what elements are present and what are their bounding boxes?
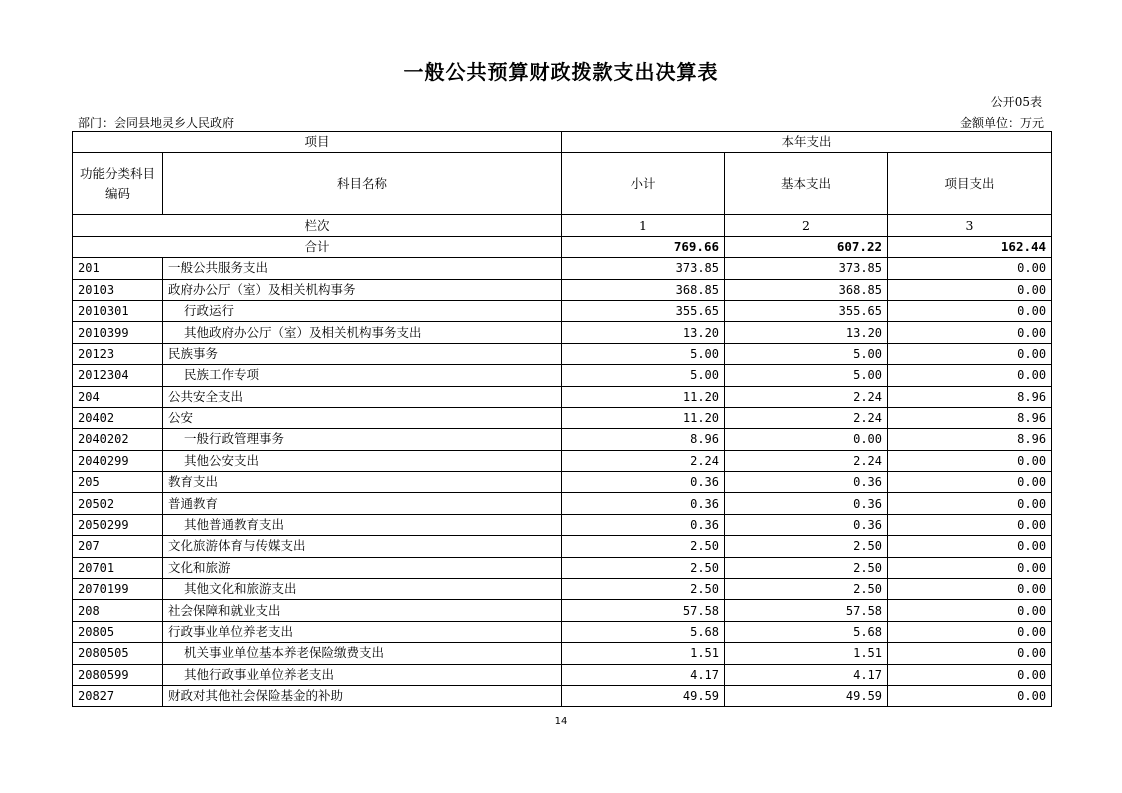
row-code-text: 208 [78,603,100,618]
row-subtotal [562,300,725,321]
row-code [73,343,163,364]
row-name-text: 一般行政管理事务 [184,431,285,447]
row-basic-text: 2.50 [853,560,883,575]
row-basic-text: 4.17 [853,667,883,682]
table-row [73,429,1052,450]
row-code [73,579,163,600]
row-basic [725,300,888,321]
table-row [73,386,1052,407]
row-basic [725,429,888,450]
row-basic-text: 0.36 [853,475,883,490]
row-name [163,322,562,343]
row-subtotal [562,579,725,600]
table-row [73,536,1052,557]
row-code [73,300,163,321]
row-subtotal [562,450,725,471]
row-project-text: 8.96 [1017,432,1047,447]
table-row [73,407,1052,428]
row-name-text: 教育支出 [168,474,219,490]
row-basic-text: 368.85 [838,282,883,297]
row-subtotal [562,643,725,664]
row-subtotal [562,407,725,428]
row-subtotal-text: 49.59 [682,689,720,704]
row-subtotal-text: 11.20 [682,389,720,404]
row-project [888,493,1052,514]
row-basic-text: 2.50 [853,582,883,597]
table-row [73,621,1052,642]
row-subtotal-text: 5.68 [690,625,720,639]
header-basic: 基本支出 [725,153,888,215]
row-name [163,343,562,364]
row-name-text: 政府办公厅（室）及相关机构事务 [168,281,356,297]
row-name-text: 其他普通教育支出 [184,517,285,533]
row-code [73,279,163,300]
row-project [888,600,1052,621]
table-row [73,258,1052,279]
row-name-text: 其他公安支出 [184,452,260,468]
row-name [163,621,562,642]
header-current-year-expense: 本年支出 [562,132,1052,153]
row-code-text: 2080505 [78,646,129,661]
row-code [73,258,163,279]
row-name-text: 公安 [168,410,194,426]
row-name-text: 公共安全支出 [168,388,244,404]
row-subtotal-text: 4.17 [690,667,720,682]
row-project [888,579,1052,600]
row-subtotal [562,279,725,300]
row-basic [725,322,888,343]
row-code [73,365,163,386]
row-code [73,493,163,514]
row-code-text: 2050299 [78,518,129,533]
row-code [73,557,163,578]
row-subtotal-text: 2.50 [690,539,720,554]
row-basic [725,258,888,279]
row-name [163,258,562,279]
row-name-text: 一般公共服务支出 [168,260,269,276]
row-code-text: 2012304 [78,368,129,383]
row-project [888,472,1052,493]
row-code [73,643,163,664]
row-subtotal-text: 11.20 [682,411,720,426]
row-subtotal-text: 368.85 [675,282,720,297]
row-subtotal [562,514,725,535]
row-basic [725,536,888,557]
row-project [888,557,1052,578]
column-index-3: 3 [888,215,1052,236]
row-project-text: 0.00 [1017,453,1047,468]
row-name [163,514,562,535]
row-subtotal-text: 0.36 [690,475,720,490]
row-name-text: 文化和旅游 [168,559,231,575]
row-subtotal-text: 5.00 [690,368,720,383]
table-row [73,685,1052,706]
row-basic [725,365,888,386]
row-code [73,664,163,685]
row-subtotal [562,600,725,621]
row-name [163,300,562,321]
row-code-text: 2010301 [78,304,129,319]
row-code [73,429,163,450]
row-basic [725,600,888,621]
row-basic-text: 49.59 [845,689,883,704]
row-subtotal [562,557,725,578]
row-name-text: 财政对其他社会保险基金的补助 [168,688,344,704]
row-code [73,621,163,642]
row-project [888,407,1052,428]
row-code-text: 207 [78,539,100,554]
page-title: 一般公共预算财政拨款支出决算表 [403,60,719,84]
row-project-text: 0.00 [1017,304,1047,319]
row-basic [725,643,888,664]
row-project [888,322,1052,343]
row-subtotal-text: 8.96 [690,432,720,447]
row-basic [725,579,888,600]
row-code-text: 2010399 [78,325,129,340]
row-name-text: 文化旅游体育与传媒支出 [168,538,306,554]
row-name [163,664,562,685]
row-name [163,557,562,578]
row-name [163,429,562,450]
row-subtotal-text: 373.85 [675,261,720,276]
row-basic [725,664,888,685]
header-project-expense: 项目支出 [888,153,1052,215]
row-subtotal-text: 13.20 [682,325,720,340]
row-basic-text: 0.36 [853,518,883,533]
row-name-text: 其他政府办公厅（室）及相关机构事务支出 [184,324,422,340]
total-project: 162.44 [888,236,1052,257]
row-subtotal [562,664,725,685]
row-code-text: 20402 [78,411,115,426]
row-project-text: 0.00 [1017,646,1047,661]
row-subtotal-text: 5.00 [690,346,720,361]
row-basic [725,279,888,300]
row-basic-text: 5.00 [853,368,883,383]
row-name [163,579,562,600]
total-subtotal: 769.66 [562,236,725,257]
table-row [73,579,1052,600]
row-name-text: 其他行政事业单位养老支出 [184,666,335,682]
header-project: 项目 [73,132,562,153]
row-name [163,643,562,664]
row-name-text: 民族事务 [168,345,219,361]
row-project-text: 8.96 [1017,411,1047,426]
row-code [73,536,163,557]
row-basic [725,343,888,364]
row-name-text: 社会保障和就业支出 [168,602,281,618]
row-subtotal [562,322,725,343]
row-project [888,536,1052,557]
row-name [163,472,562,493]
table-row [73,300,1052,321]
row-project-text: 0.00 [1017,475,1047,490]
row-project [888,429,1052,450]
row-code-text: 20123 [78,346,115,361]
row-code [73,600,163,621]
table-row [73,493,1052,514]
row-subtotal [562,536,725,557]
row-name [163,365,562,386]
row-name-text: 其他文化和旅游支出 [184,581,297,597]
row-code-text: 20701 [78,560,115,575]
row-code-text: 20827 [78,689,115,704]
row-project-text: 0.00 [1017,689,1047,704]
table-row [73,322,1052,343]
row-subtotal [562,472,725,493]
row-code [73,322,163,343]
row-code [73,407,163,428]
row-name [163,407,562,428]
row-name-text: 行政运行 [184,303,235,319]
row-code-text: 2080599 [78,667,129,682]
row-subtotal [562,493,725,514]
row-project-text: 0.00 [1017,539,1047,554]
row-code-text: 20805 [78,625,115,639]
row-basic-text: 1.51 [853,646,883,661]
row-subtotal-text: 57.58 [682,603,720,618]
row-project [888,685,1052,706]
row-code-text: 2040202 [78,432,129,447]
row-basic-text: 2.24 [853,389,883,404]
row-name [163,279,562,300]
row-subtotal-text: 1.51 [690,646,720,661]
budget-table [72,131,1052,707]
row-basic [725,557,888,578]
header-name: 科目名称 [163,153,562,215]
row-code-text: 2040299 [78,453,129,468]
table-row [73,472,1052,493]
row-project [888,643,1052,664]
row-name [163,600,562,621]
row-basic [725,407,888,428]
row-code-text: 205 [78,475,100,490]
row-project-text: 0.00 [1017,667,1047,682]
row-subtotal [562,343,725,364]
row-project-text: 0.00 [1017,496,1047,511]
row-basic [725,450,888,471]
row-project [888,365,1052,386]
row-project-text: 0.00 [1017,625,1047,639]
row-basic-text: 355.65 [838,304,883,319]
row-subtotal-text: 0.36 [690,496,720,511]
table-row [73,664,1052,685]
row-basic-text: 0.36 [853,496,883,511]
row-name-text: 行政事业单位养老支出 [168,624,294,639]
row-basic [725,514,888,535]
table-row [73,279,1052,300]
row-basic-text: 5.00 [853,346,883,361]
row-basic [725,386,888,407]
row-code [73,514,163,535]
table-row [73,643,1052,664]
row-subtotal [562,386,725,407]
row-name-text: 民族工作专项 [184,367,260,383]
row-name [163,450,562,471]
row-subtotal [562,429,725,450]
row-basic [725,472,888,493]
row-subtotal-text: 2.24 [690,453,720,468]
row-project-text: 0.00 [1017,518,1047,533]
row-code [73,450,163,471]
row-project-text: 0.00 [1017,560,1047,575]
row-project [888,300,1052,321]
row-code-text: 201 [78,261,100,276]
row-basic [725,621,888,642]
table-row [73,514,1052,535]
row-name [163,386,562,407]
row-basic-text: 373.85 [838,261,883,276]
row-code-text: 204 [78,389,100,404]
row-basic-text: 2.24 [853,453,883,468]
row-project-text: 0.00 [1017,325,1047,340]
column-index-label: 栏次 [73,215,562,236]
row-basic-text: 13.20 [845,325,883,340]
row-code-text: 20502 [78,496,115,511]
row-basic-text: 2.50 [853,539,883,554]
row-subtotal [562,365,725,386]
unit-label: 金额单位：万元 [959,116,1044,130]
row-name-text: 机关事业单位基本养老保险缴费支出 [184,645,385,661]
page-number: 14 [554,716,568,727]
row-project-text: 0.00 [1017,368,1047,383]
row-subtotal-text: 355.65 [675,304,720,319]
row-name [163,493,562,514]
row-code [73,685,163,706]
row-basic-text: 0.00 [853,432,883,447]
row-project-text: 0.00 [1017,346,1047,361]
form-code: 公开05表 [990,95,1042,109]
row-subtotal [562,621,725,642]
row-code [73,472,163,493]
department-label: 部门：会同县地灵乡人民政府 [78,116,235,130]
row-project [888,343,1052,364]
row-name-text: 普通教育 [168,495,219,511]
row-basic-text: 57.58 [845,603,883,618]
row-basic-text: 5.68 [853,625,883,639]
column-index-2: 2 [725,215,888,236]
row-project [888,386,1052,407]
row-name [163,685,562,706]
row-project-text: 0.00 [1017,261,1047,276]
column-index-1: 1 [562,215,725,236]
row-code [73,386,163,407]
row-basic-text: 2.24 [853,411,883,426]
row-project [888,621,1052,642]
row-project [888,664,1052,685]
table-row [73,365,1052,386]
row-subtotal [562,258,725,279]
total-basic: 607.22 [725,236,888,257]
row-project [888,279,1052,300]
header-subtotal: 小计 [562,153,725,215]
row-project-text: 0.00 [1017,603,1047,618]
row-code-text: 2070199 [78,582,129,597]
row-name [163,536,562,557]
row-basic [725,493,888,514]
row-project [888,450,1052,471]
table-row [73,343,1052,364]
row-project-text: 8.96 [1017,389,1047,404]
row-subtotal [562,685,725,706]
row-project [888,258,1052,279]
row-subtotal-text: 0.36 [690,518,720,533]
total-label: 合计 [73,236,562,257]
row-subtotal-text: 2.50 [690,560,720,575]
table-body [73,258,1052,707]
table-row [73,450,1052,471]
table-row [73,557,1052,578]
row-project-text: 0.00 [1017,282,1047,297]
row-code-text: 20103 [78,282,115,297]
table-row [73,600,1052,621]
row-project-text: 0.00 [1017,582,1047,597]
header-code: 功能分类科目编码 [73,153,163,215]
row-project [888,514,1052,535]
row-subtotal-text: 2.50 [690,582,720,597]
row-basic [725,685,888,706]
